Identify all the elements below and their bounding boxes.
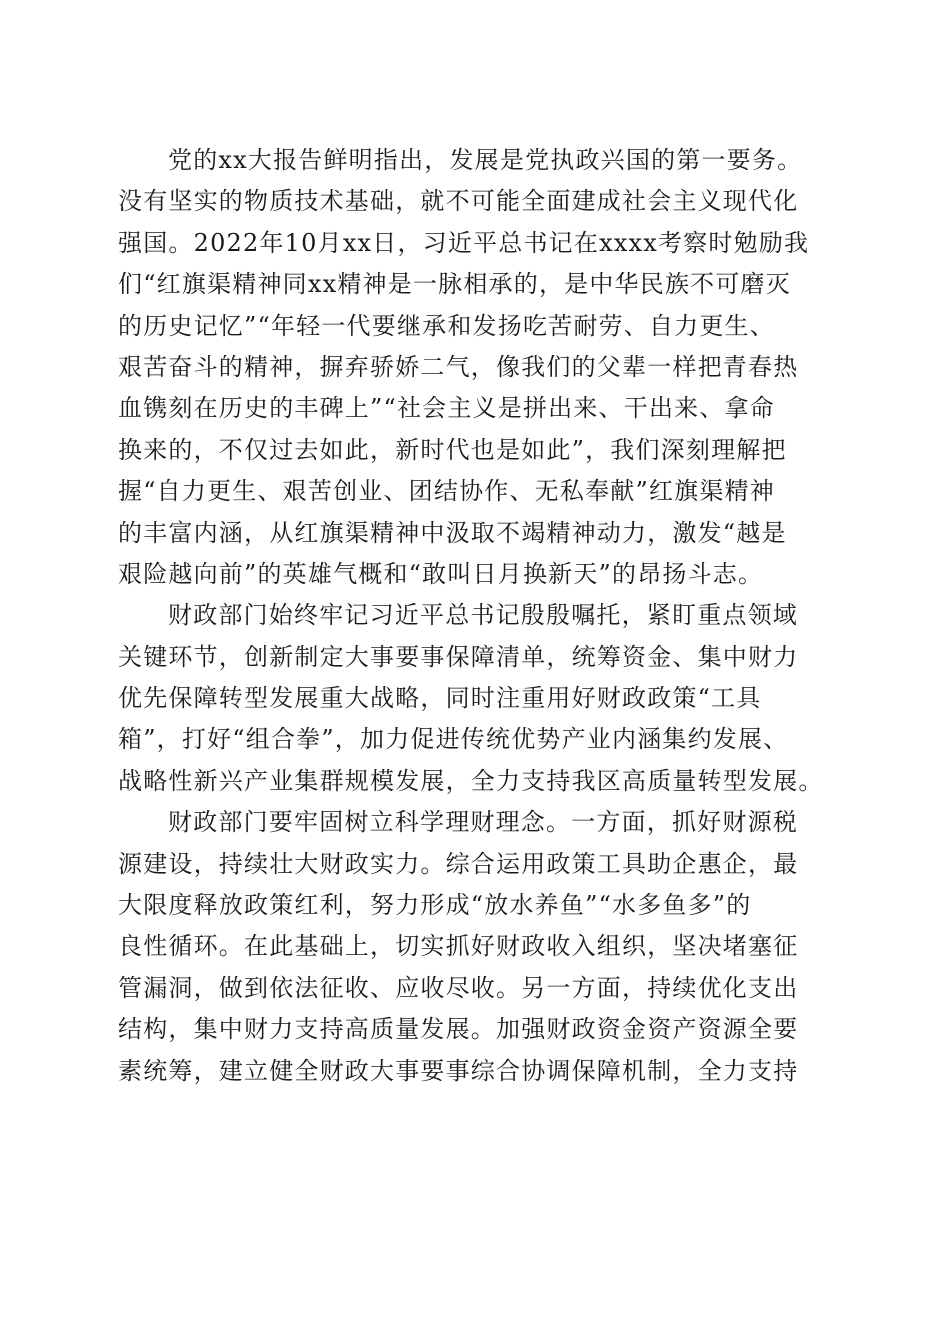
text-line: 血镌刻在历史的丰碑上”“社会主义是拼出来、干出来、拿命 [118, 394, 775, 423]
text-line: 强国。2022年10月xx日，习近平总书记在xxxx考察时勉励我 [118, 228, 810, 257]
text-line: 管漏洞，做到依法征收、应收尽收。另一方面，持续优化支出 [118, 973, 799, 1002]
text-line: 优先保障转型发展重大战略，同时注重用好财政政策“工具 [118, 684, 762, 713]
text-line: 财政部门要牢固树立科学理财理念。一方面，抓好财源税 [168, 808, 798, 837]
text-line: 的丰富内涵，从红旗渠精神中汲取不竭精神动力，激发“越是 [118, 518, 787, 547]
text-line: 良性循环。在此基础上，切实抓好财政收入组织，坚决堵塞征 [118, 932, 799, 961]
paragraph [118, 140, 838, 595]
text-line: 换来的，不仅过去如此，新时代也是如此”，我们深刻理解把 [118, 435, 787, 464]
text-line: 们“红旗渠精神同xx精神是一脉相承的，是中华民族不可磨灭 [118, 270, 791, 299]
text-line: 大限度释放政策红利，努力形成“放水养鱼”“水多鱼多”的 [118, 891, 752, 920]
text-line: 战略性新兴产业集群规模发展，全力支持我区高质量转型发展。 [118, 766, 824, 795]
text-line: 结构，集中财力支持高质量发展。加强财政资金资产资源全要 [118, 1015, 799, 1044]
text-line: 没有坚实的物质技术基础，就不可能全面建成社会主义现代化 [118, 187, 799, 216]
paragraph [118, 595, 838, 802]
document-body [118, 140, 838, 1092]
text-line: 的历史记忆”“年轻一代要继承和发扬吃苦耐劳、自力更生、 [118, 311, 775, 340]
paragraph [118, 802, 838, 1092]
text-line: 关键环节，创新制定大事要事保障清单，统筹资金、集中财力 [118, 642, 799, 671]
text-line: 财政部门始终牢记习近平总书记殷殷嘱托，紧盯重点领域 [168, 601, 798, 630]
text-line: 素统筹，建立健全财政大事要事综合协调保障机制，全力支持 [118, 1056, 799, 1085]
text-line: 握“自力更生、艰苦创业、团结协作、无私奉献”红旗渠精神 [118, 477, 775, 506]
text-line: 艰险越向前”的英雄气概和“敢叫日月换新天”的昂扬斗志。 [118, 559, 764, 588]
text-line: 党的xx大报告鲜明指出，发展是党执政兴国的第一要务。 [168, 146, 803, 174]
text-line: 艰苦奋斗的精神，摒弃骄娇二气，像我们的父辈一样把青春热 [118, 352, 799, 381]
text-line: 源建设，持续壮大财政实力。综合运用政策工具助企惠企，最 [118, 849, 799, 878]
text-line: 箱”，打好“组合拳”，加力促进传统优势产业内涵集约发展、 [118, 725, 789, 754]
